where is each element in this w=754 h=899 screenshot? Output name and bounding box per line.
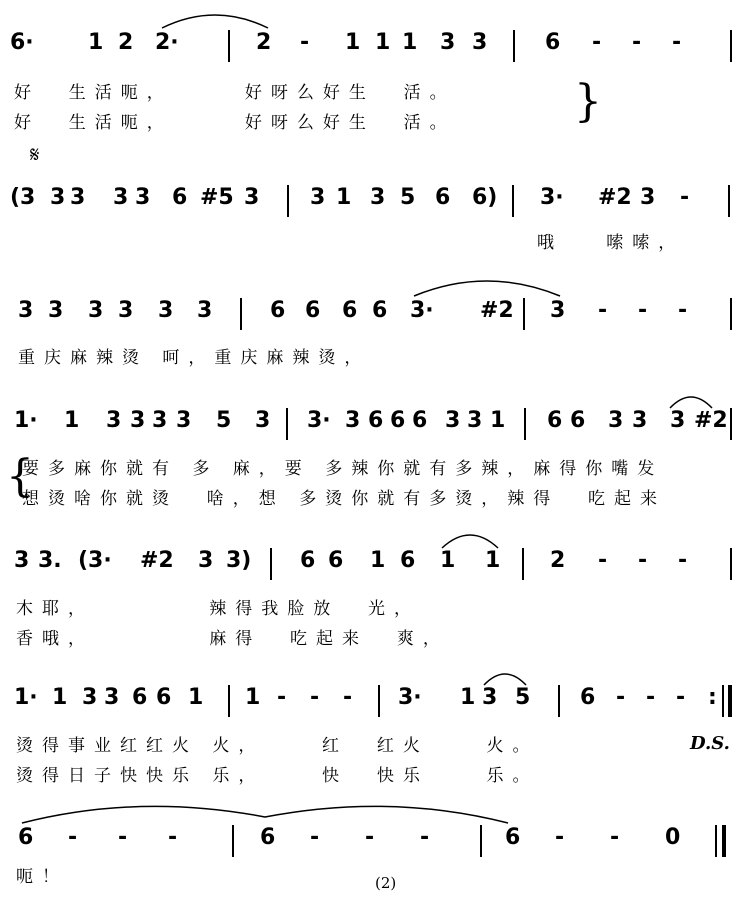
barline [513,30,515,62]
note: - [610,825,620,850]
note: : [708,685,717,710]
note: - [277,685,287,710]
note: 3 [14,548,30,573]
barline [228,30,230,62]
note: 3 [50,185,66,210]
note: 5 [216,408,232,433]
lyric-line: 烫得事业红红火 火， 红 红火 火。 [16,736,539,756]
note: - [310,825,320,850]
note: 1· [14,685,38,710]
note: 3 [467,408,483,433]
note: - [638,548,648,573]
note: 3 [197,298,213,323]
barline [523,298,525,330]
note: 1 [345,30,361,55]
lyric-line: 呃！ [16,867,68,887]
note: (3 [10,185,36,210]
note: - [646,685,656,710]
note: #2 [694,408,728,433]
note: 3 [550,298,566,323]
note: 3 [130,408,146,433]
note: 1 [375,30,391,55]
note: 6 [412,408,428,433]
note: 3 [472,30,488,55]
note: - [676,685,686,710]
note: 6 [435,185,451,210]
note: 6 [505,825,521,850]
note: 3 [255,408,271,433]
note: 3 [310,185,326,210]
note: - [420,825,430,850]
barline [728,185,730,217]
note: 1 [88,30,104,55]
note: 6 [368,408,384,433]
barline [480,825,482,857]
lyric-line: 烫得日子快快乐 乐， 快 快乐 乐。 [16,766,539,786]
note: 6 [270,298,286,323]
note: - [592,30,602,55]
note: 3 [198,548,214,573]
barline [730,548,732,580]
lyric-line: 要多麻你就有 多 麻，要 多辣你就有多辣，麻得你嘴发 [22,459,664,479]
brace-right: } [574,76,602,127]
barline [524,408,526,440]
note: 0 [665,825,681,850]
note: (3· [78,548,112,573]
barline [286,408,288,440]
note: 6 [132,685,148,710]
note: - [672,30,682,55]
lyric-line: 木耶， 辣得我脸放 光， [16,599,421,619]
barline [722,685,724,717]
note: - [68,825,78,850]
note: 6) [472,185,498,210]
note: 1 [490,408,506,433]
note: 3 [135,185,151,210]
barline [730,30,732,62]
note: 6 [18,825,34,850]
note: - [616,685,626,710]
note: #2 [598,185,632,210]
note: 6 [372,298,388,323]
note: 3 [176,408,192,433]
note: 6 [390,408,406,433]
lyric-line: 想烫啥你就烫 啥，想 多烫你就有多烫，辣得 吃起来 [22,489,667,509]
note: 3· [307,408,331,433]
note: 3 [370,185,386,210]
note: 3 [345,408,361,433]
note: 3 [118,298,134,323]
tie-arc [440,528,500,550]
barline [228,685,230,717]
lyric-line: 好 生活呃， 好呀么好生 活。 [14,113,456,133]
note: 6 [400,548,416,573]
barline [287,185,289,217]
note: 1 [440,548,456,573]
note: 6 [547,408,563,433]
note: 3 [608,408,624,433]
barline [240,298,242,330]
note: - [632,30,642,55]
lyric-line: 哦 嗦嗦， [537,233,685,253]
note: 3 [244,185,260,210]
note: 3· [410,298,434,323]
note: 1 [460,685,476,710]
note: - [300,30,310,55]
brace-left: { [6,451,34,502]
note: 6 [545,30,561,55]
note: - [365,825,375,850]
note: 1 [188,685,204,710]
note: 6 [328,548,344,573]
note: 1 [64,408,80,433]
note: 6 [156,685,172,710]
note: 1 [370,548,386,573]
note: - [598,298,608,323]
note: - [310,685,320,710]
tie-arc [412,272,562,298]
note: 6 [570,408,586,433]
barline [232,825,234,857]
barline-end [728,685,732,717]
barline [512,185,514,217]
segno-mark: 𝄋 [30,143,40,168]
tie-arc [668,390,714,410]
note: 2 [118,30,134,55]
barline [730,408,732,440]
note: - [638,298,648,323]
note: 1 [52,685,68,710]
note: 3 [113,185,129,210]
note: 3 [104,685,120,710]
barline [378,685,380,717]
note: - [343,685,353,710]
note: 3 [152,408,168,433]
note: 3 [158,298,174,323]
ds-marking: D.S. [690,733,730,754]
note: 6 [580,685,596,710]
note: 2 [550,548,566,573]
page-number: (2) [375,874,397,892]
note: 6· [10,30,34,55]
note: 1 [402,30,418,55]
note: - [555,825,565,850]
note: - [678,548,688,573]
note: 3 [48,298,64,323]
note: 5 [515,685,531,710]
note: - [598,548,608,573]
note: 6 [342,298,358,323]
tie-arc [160,8,270,30]
note: 3 [445,408,461,433]
note: 2· [155,30,179,55]
note: 3 [82,685,98,710]
note: 3) [226,548,252,573]
barline [522,548,524,580]
note: 3 [70,185,86,210]
note: 5 [400,185,416,210]
tie-arc [20,797,510,825]
note: 6 [300,548,316,573]
note: 1 [336,185,352,210]
note: 6 [172,185,188,210]
note: 3. [38,548,62,573]
note: 3 [88,298,104,323]
lyric-line: 好 生活呃， 好呀么好生 活。 [14,83,456,103]
lyric-line: 香哦， 麻得 吃起来 爽， [16,629,449,649]
note: #5 [200,185,234,210]
lyric-line: 重庆麻辣烫 呵，重庆麻辣烫， [18,348,371,368]
note: 3 [440,30,456,55]
note: 3 [482,685,498,710]
barline-end [722,825,726,857]
note: 3 [18,298,34,323]
note: 1· [14,408,38,433]
note: 2 [256,30,272,55]
barline [730,298,732,330]
barline [558,685,560,717]
note: 1 [245,685,261,710]
note: 6 [260,825,276,850]
note: - [680,185,690,210]
note: 6 [305,298,321,323]
barline [270,548,272,580]
note: 3 [106,408,122,433]
note: 3· [540,185,564,210]
note: - [678,298,688,323]
note: 3· [398,685,422,710]
note: - [118,825,128,850]
note: 3 [640,185,656,210]
note: 3 [632,408,648,433]
note: 3 [670,408,686,433]
note: - [168,825,178,850]
note: #2 [140,548,174,573]
barline [715,825,717,857]
note: 1 [485,548,501,573]
tie-arc [482,667,528,687]
note: #2 [480,298,514,323]
